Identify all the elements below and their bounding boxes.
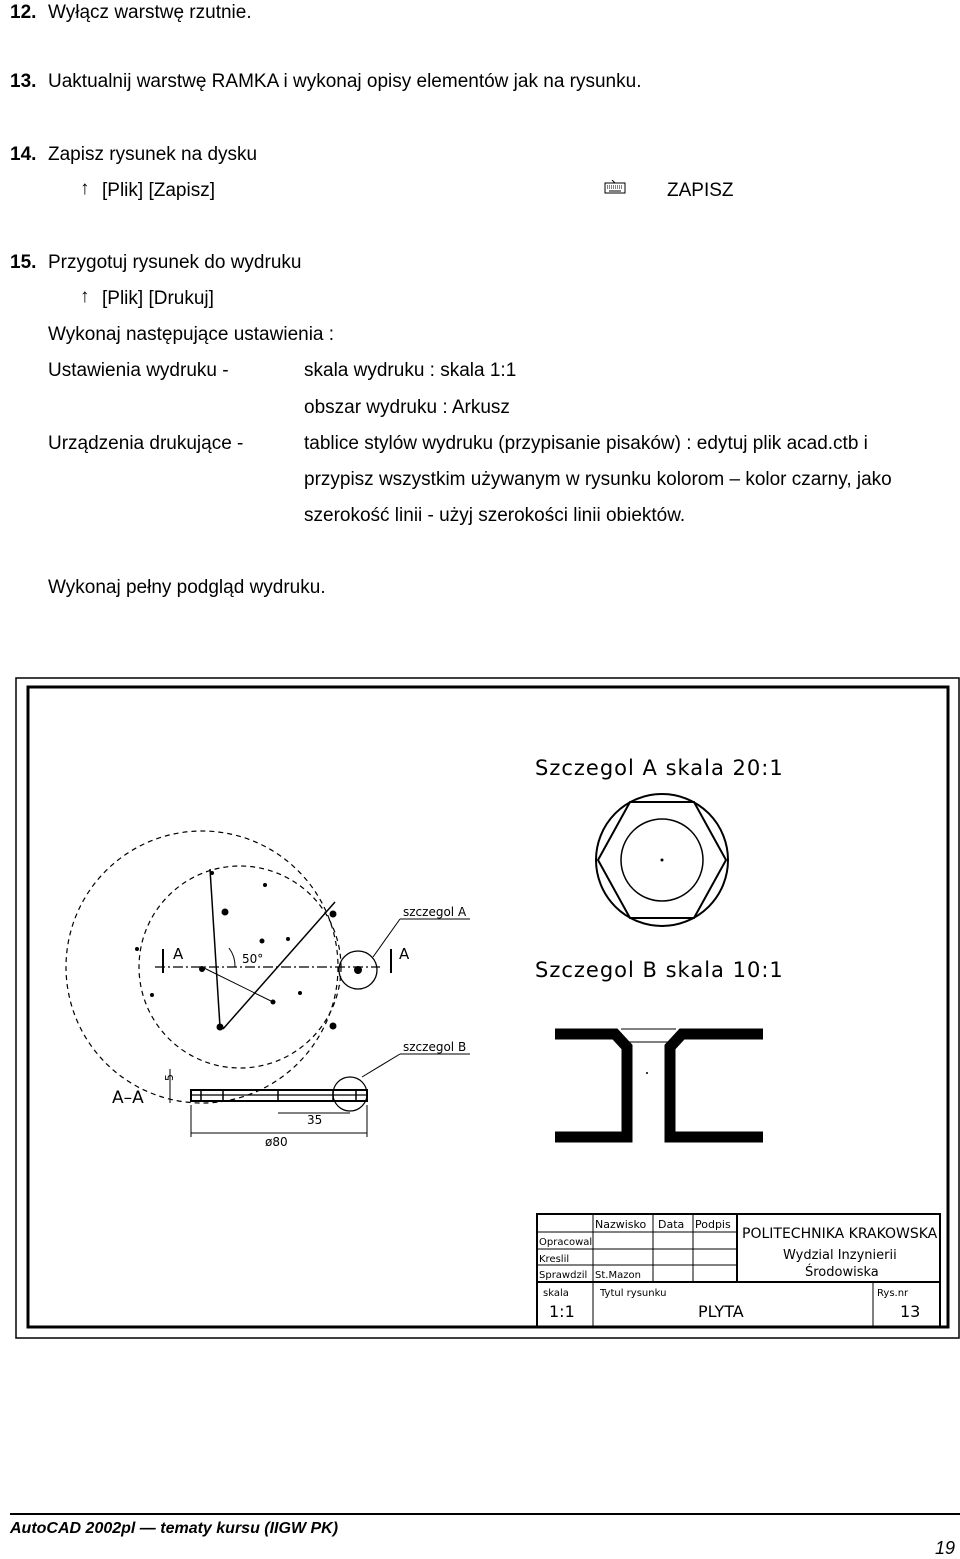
settings-intro: Wykonaj następujące ustawienia : [48, 324, 335, 345]
tb-title-value: PLYTA [698, 1302, 744, 1321]
step-14-menu: [Plik] [Zapisz] [102, 180, 215, 201]
section-label: A–A [112, 1088, 144, 1108]
tb-checker: St.Mazon [595, 1270, 641, 1281]
tb-col-sign: Podpis [695, 1218, 731, 1231]
detail-b-view [555, 1029, 763, 1137]
step-12-number: 12. [10, 2, 37, 23]
page-number: 19 [935, 1538, 956, 1558]
final-step: Wykonaj pełny podgląd wydruku. [48, 577, 326, 598]
tb-faculty-2: Środowiska [805, 1265, 879, 1280]
step-15-menu: [Plik] [Drukuj] [102, 288, 214, 309]
tb-col-name: Nazwisko [595, 1218, 647, 1231]
plate-top-view [66, 831, 470, 1103]
step-14-command: ZAPISZ [667, 180, 734, 201]
tb-col-date: Data [658, 1218, 685, 1231]
dim-5-label: 5 [163, 1074, 176, 1081]
dim-80-label: ø80 [265, 1135, 288, 1149]
title-block [537, 1214, 940, 1327]
keyboard-icon [604, 180, 626, 194]
angle-label: 50° [242, 952, 264, 966]
up-arrow-icon: ↑ [80, 286, 90, 307]
settings-row1-a: skala wydruku : skala 1:1 [304, 360, 517, 381]
settings-row2-b: przypisz wszystkim używanym w rysunku kolorom – kolor czarny, jako [304, 469, 892, 490]
footer-course: AutoCAD 2002pl — tematy kursu (IIGW PK) [10, 1520, 339, 1537]
section-mark-right: A [399, 945, 410, 963]
tb-scale-label: skala [543, 1288, 569, 1299]
detail-a-heading: Szczegol A skala 20:1 [535, 756, 784, 780]
dim-35-label: 35 [307, 1113, 323, 1127]
tb-title-label: Tytul rysunku [600, 1288, 667, 1299]
step-13-text: Uaktualnij warstwę RAMKA i wykonaj opisy elementów jak na rysunku. [48, 71, 642, 92]
tb-row-drafted: Kreslil [539, 1254, 570, 1265]
detail-b-heading: Szczegol B skala 10:1 [535, 958, 784, 982]
leader-b-label: szczegol B [403, 1040, 467, 1054]
technical-drawing [15, 677, 960, 1339]
settings-row2-a: tablice stylów wydruku (przypisanie pisaków) : edytuj plik acad.ctb i [304, 433, 868, 454]
tb-faculty-1: Wydzial Inzynierii [783, 1248, 897, 1263]
tb-num-label: Rys.nr [877, 1288, 909, 1299]
settings-row1-label: Ustawienia wydruku - [48, 360, 229, 381]
step-12-text: Wyłącz warstwę rzutnie. [48, 2, 252, 23]
tb-row-checked: Sprawdzil [539, 1270, 588, 1281]
settings-row2-c: szerokość linii - użyj szerokości linii obiektów. [304, 505, 686, 526]
section-mark-left: A [173, 945, 184, 963]
tb-num-value: 13 [900, 1302, 921, 1321]
step-14-text: Zapisz rysunek na dysku [48, 144, 258, 165]
footer-divider [10, 1513, 960, 1515]
step-15-number: 15. [10, 252, 37, 273]
settings-row2-label: Urządzenia drukujące - [48, 433, 244, 454]
tb-row-drawn: Opracowal [539, 1237, 593, 1248]
up-arrow-icon: ↑ [80, 178, 90, 199]
step-15-text: Przygotuj rysunek do wydruku [48, 252, 302, 273]
tb-scale-value: 1:1 [549, 1302, 575, 1321]
leader-a-label: szczegol A [403, 905, 467, 919]
settings-row1-b: obszar wydruku : Arkusz [304, 397, 510, 418]
step-14-number: 14. [10, 144, 37, 165]
detail-a-view [596, 794, 728, 926]
tb-university: POLITECHNIKA KRAKOWSKA [742, 1226, 938, 1242]
step-13-number: 13. [10, 71, 37, 92]
section-view [112, 1040, 470, 1149]
